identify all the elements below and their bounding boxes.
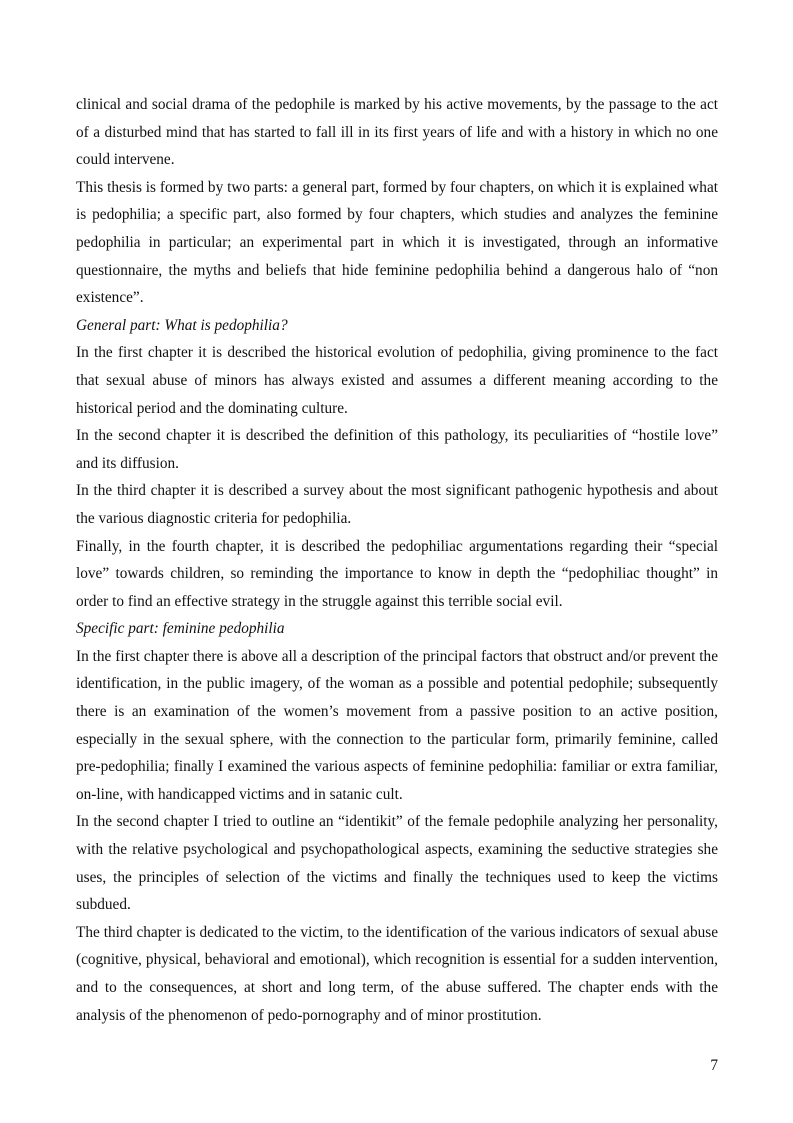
paragraph-general-chapter-1: In the first chapter it is described the historical evolution of pedophilia, giving prominence to the fact that sexual abuse of minors has always existed and assumes a different meaning according to the historical period and the dominating culture. <box>76 344 718 417</box>
page-number: 7 <box>710 1057 718 1074</box>
section-heading-specific-part: Specific part: feminine pedophilia <box>76 620 285 638</box>
document-body <box>76 91 718 1029</box>
paragraph-specific-chapter-1: In the first chapter there is above all a description of the principal factors that obstruct and/or prevent the identification, in the public imagery, of the woman as a possible and potential pedophile; subsequently there is an examination of the women’s movement from a passive position to an active position, especially in the sexual sphere, with the connection to the particular form, primarily feminine, called pre-pedophilia; finally I examined the various aspects of feminine pedophilia: familiar or extra familiar, on-line, with handicapped victims and in satanic cult. <box>76 647 718 803</box>
paragraph-specific-chapter-2: In the second chapter I tried to outline an “identikit” of the female pedophile analyzing her personality, with the relative psychological and psychopathological aspects, examining the seductive strategies she uses, the principles of selection of the victims and finally the techniques used to keep the victims subdued. <box>76 813 718 914</box>
paragraph-intro-continuation: clinical and social drama of the pedophile is marked by his active movements, by the passage to the act of a disturbed mind that has started to fall ill in its first years of life and with a history in which no one could intervene. <box>76 96 718 169</box>
paragraph-general-chapter-3: In the third chapter it is described a survey about the most significant pathogenic hypothesis and about the various diagnostic criteria for pedophilia. <box>76 482 718 527</box>
paragraph-thesis-structure: This thesis is formed by two parts: a general part, formed by four chapters, on which it is explained what is pedophilia; a specific part, also formed by four chapters, which studies and analyzes the feminine pedophilia in particular; an experimental part in which it is investigated, through an informative questionnaire, the myths and beliefs that hide feminine pedophilia behind a dangerous halo of “non existence”. <box>76 178 718 307</box>
paragraph-specific-chapter-3: The third chapter is dedicated to the victim, to the identification of the various indicators of sexual abuse (cognitive, physical, behavioral and emotional), which recognition is essential for a sudden intervention, and to the consequences, at short and long term, of the abuse suffered. The chapter ends with the analysis of the phenomenon of pedo-pornography and of minor prostitution. <box>76 923 718 1024</box>
section-heading-general-part: General part: What is pedophilia? <box>76 316 288 334</box>
paragraph-general-chapter-2: In the second chapter it is described the definition of this pathology, its peculiarities of “hostile love” and its diffusion. <box>76 427 718 472</box>
paragraph-general-chapter-4: Finally, in the fourth chapter, it is described the pedophiliac argumentations regarding their “special love” towards children, so reminding the importance to know in depth the “pedophiliac thought” in order to find an effective strategy in the struggle against this terrible social evil. <box>76 537 718 610</box>
